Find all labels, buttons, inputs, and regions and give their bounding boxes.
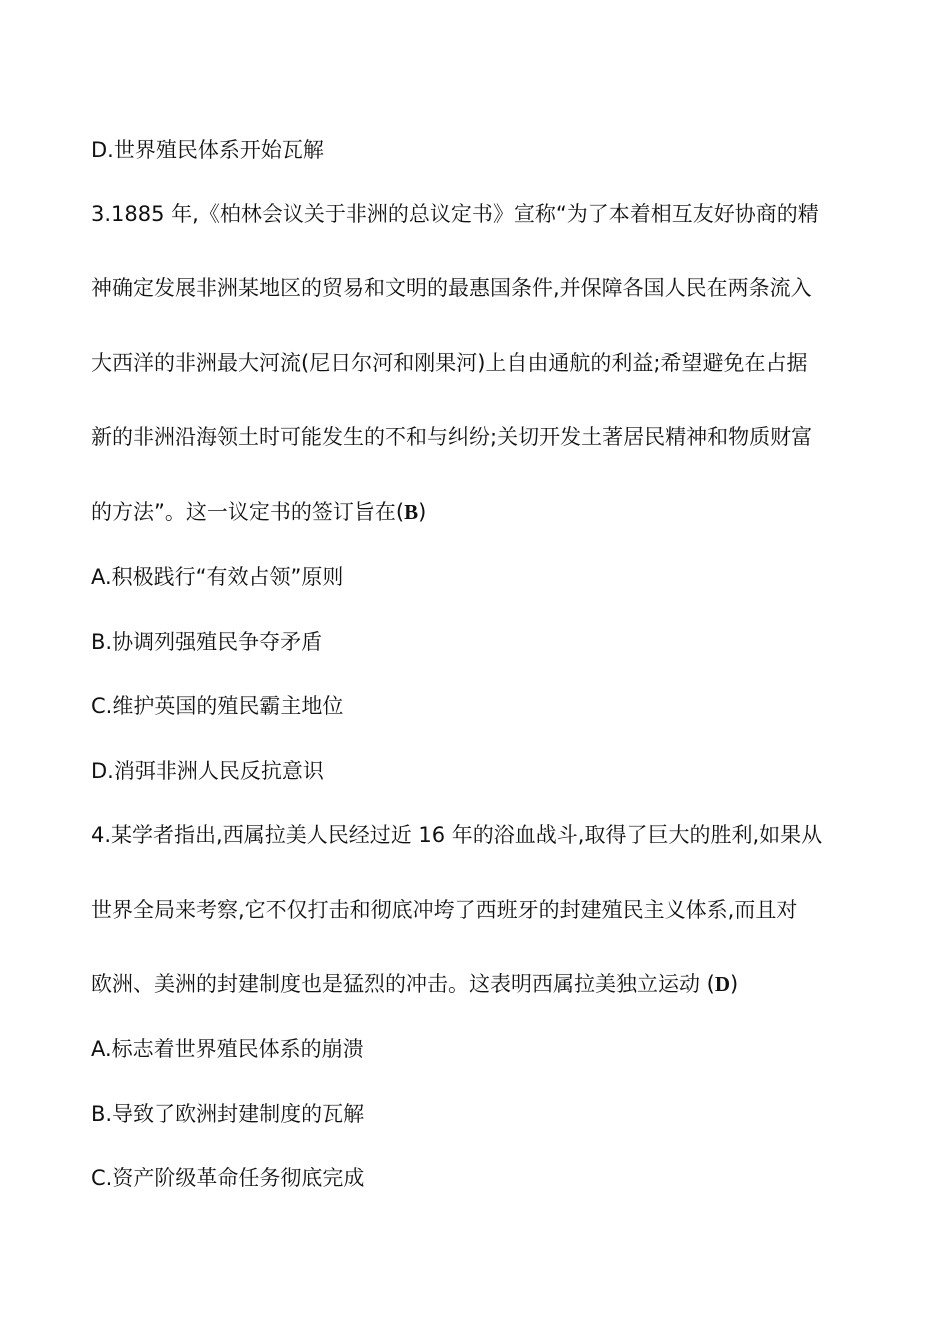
q4-stem-line-3-text: 欧洲、美洲的封建制度也是猛烈的冲击。这表明西属拉美独立运动 ( bbox=[91, 972, 715, 996]
q3-stem-line-5-text: 的方法”。这一议定书的签订旨在( bbox=[91, 500, 405, 524]
q4-stem-line-2: 世界全局来考察,它不仅打击和彻底冲垮了西班牙的封建殖民主义体系,而且对 bbox=[91, 898, 798, 922]
q4-option-b: B.导致了欧洲封建制度的瓦解 bbox=[91, 1102, 365, 1126]
q3-option-a: A.积极践行“有效占领”原则 bbox=[91, 565, 344, 589]
q4-paren-close: ) bbox=[730, 972, 739, 996]
q3-option-b: B.协调列强殖民争夺矛盾 bbox=[91, 630, 323, 654]
q3-stem-line-2: 神确定发展非洲某地区的贸易和文明的最惠国条件,并保障各国人民在两条流入 bbox=[91, 276, 812, 300]
q3-stem-line-5 bbox=[91, 498, 426, 526]
q3-stem-line-3: 大西洋的非洲最大河流(尼日尔河和刚果河)上自由通航的利益;希望避免在占据 bbox=[91, 351, 808, 375]
q3-paren-close: ) bbox=[418, 500, 427, 524]
q3-answer: B bbox=[404, 500, 419, 524]
q4-option-a: A.标志着世界殖民体系的崩溃 bbox=[91, 1037, 364, 1061]
q3-option-c: C.维护英国的殖民霸主地位 bbox=[91, 694, 344, 718]
q4-option-c: C.资产阶级革命任务彻底完成 bbox=[91, 1166, 365, 1190]
q2-option-d: D.世界殖民体系开始瓦解 bbox=[91, 138, 324, 162]
q3-option-d: D.消弭非洲人民反抗意识 bbox=[91, 759, 324, 783]
q3-stem-line-4: 新的非洲沿海领土时可能发生的不和与纠纷;关切开发土著居民精神和物质财富 bbox=[91, 425, 813, 449]
q4-stem-line-3 bbox=[91, 970, 738, 998]
q3-stem-line-1: 3.1885 年,《柏林会议关于非洲的总议定书》宣称“为了本着相互友好协商的精 bbox=[91, 202, 819, 226]
q4-answer: D bbox=[714, 972, 731, 996]
q4-stem-line-1: 4.某学者指出,西属拉美人民经过近 16 年的浴血战斗,取得了巨大的胜利,如果从 bbox=[91, 823, 823, 847]
